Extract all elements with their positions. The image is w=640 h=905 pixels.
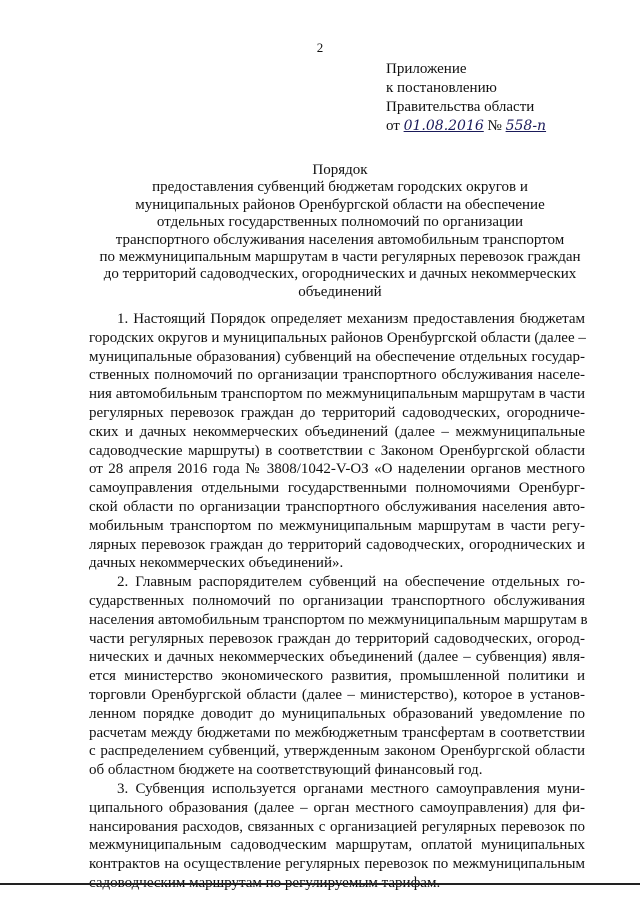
paragraph-2-line: об областном бюджете на соответствующий финансовый год.	[89, 762, 483, 779]
paragraph-1-line: ских и дачных некоммерческих объединений (далее – межмуниципальные	[89, 423, 585, 440]
paragraph-2-line: 2. Главным распорядителем субвенций на обеспечение отдельных го-	[117, 574, 585, 591]
paragraph-1-line: ния автомобильным транспортом по межмуниципальным маршрутам в части	[89, 386, 585, 403]
paragraph-2-line: ется министерство экономического развития, промышленной политики и	[89, 668, 585, 685]
paragraph-2-line: с распределением субвенций, утвержденным законом Оренбургской области	[89, 743, 585, 760]
paragraph-2-line: расчетам между бюджетами по межбюджетным трансфертам в соответствии	[89, 724, 585, 741]
paragraph-1-line: лярных перевозок граждан до территорий садоводческих, огороднических и	[89, 536, 585, 553]
page-number: 2	[316, 40, 324, 55]
title-line: по межмуниципальным маршрутам в части регулярных перевозок граждан	[99, 249, 581, 266]
title-line: муниципальных районов Оренбургской области на обеспечение	[135, 196, 545, 213]
paragraph-2-line: части регулярных перевозок граждан до территорий садоводческих, огород-	[89, 630, 585, 647]
paragraph-1-line: от 28 апреля 2016 года № 3808/1042-V-ОЗ «О наделении органов местного	[89, 461, 585, 478]
paragraph-1-line: ственных полномочий по организации транспортного обслуживания населе-	[89, 367, 585, 384]
paragraph-1-line: ской области по организации транспортного обслуживания населения авто-	[89, 498, 585, 515]
appendix-block	[386, 60, 546, 136]
title-line: транспортного обслуживания населения автомобильным транспортом	[115, 231, 565, 248]
bottom-rule	[0, 883, 640, 885]
paragraph-1-line: 1. Настоящий Порядок определяет механизм предоставления бюджетам	[117, 311, 585, 327]
paragraph-2-line: нических и дачных некоммерческих объединений (далее – субвенция) явля-	[89, 649, 585, 666]
paragraph-3-line: ципального образования (далее – орган местного самоуправления) для фи-	[89, 799, 585, 816]
paragraph-3-line: межмуниципальным садоводческим маршрутам, оплатой муниципальных	[89, 837, 585, 854]
title-heading: Порядок	[312, 162, 368, 178]
paragraph-3-line: нансирования расходов, связанных с организацией регулярных перевозок по	[89, 818, 585, 835]
paragraph-2-line: сударственных полномочий по организации транспортного обслуживания	[89, 592, 585, 609]
title-line: до территорий садоводческих, огороднических и дачных некоммерческих	[103, 266, 577, 283]
paragraph-2-line: торговли Оренбургской области (далее – министерство), которое в установ-	[89, 686, 585, 703]
date-prefix: от	[386, 118, 400, 134]
document-body	[89, 310, 588, 893]
paragraph-1-line: городских округов и муниципальных районов Оренбургской области (далее –	[89, 329, 586, 346]
paragraph-3-line: 3. Субвенция используется органами местного самоуправления муни-	[117, 780, 585, 797]
number-prefix: №	[487, 118, 502, 134]
appendix-line-3: Правительства области	[386, 99, 535, 115]
appendix-date-line	[386, 117, 546, 136]
paragraph-1-line: самоуправления отдельными государственными полномочиями Оренбург-	[89, 480, 585, 497]
document-title	[60, 162, 620, 301]
paragraph-1-line: дачных некоммерческих объединений».	[89, 555, 344, 572]
title-line: отдельных государственных полномочий по организации	[156, 214, 524, 231]
appendix-line-1: Приложение	[386, 61, 467, 77]
appendix-line-2: к постановлению	[386, 80, 497, 96]
paragraph-2-line: населения автомобильным транспортом по межмуниципальным маршрутам в	[89, 611, 588, 628]
paragraph-1-line: регулярных перевозок граждан до территорий садоводческих, огородниче-	[89, 404, 585, 421]
paragraph-3-line: контрактов на осуществление регулярных перевозок по межмуниципальным	[89, 856, 585, 873]
handwritten-date: 01.08.2016	[403, 118, 484, 134]
paragraph-1-line: садоводческие маршруты) в соответствии с Законом Оренбургской области	[89, 442, 585, 459]
handwritten-number: 558-п	[505, 118, 547, 134]
paragraph-1-line: мобильным транспортом по межмуниципальным маршрутам в части регу-	[89, 517, 585, 534]
paragraph-2-line: ленном порядке доводит до муниципальных образований уведомление по	[89, 705, 585, 722]
title-line: объединений	[298, 283, 382, 300]
paragraph-1-line: муниципальные образования) субвенций на обеспечение отдельных государ-	[89, 348, 585, 365]
title-line: предоставления субвенций бюджетам городских округов и	[152, 179, 528, 196]
